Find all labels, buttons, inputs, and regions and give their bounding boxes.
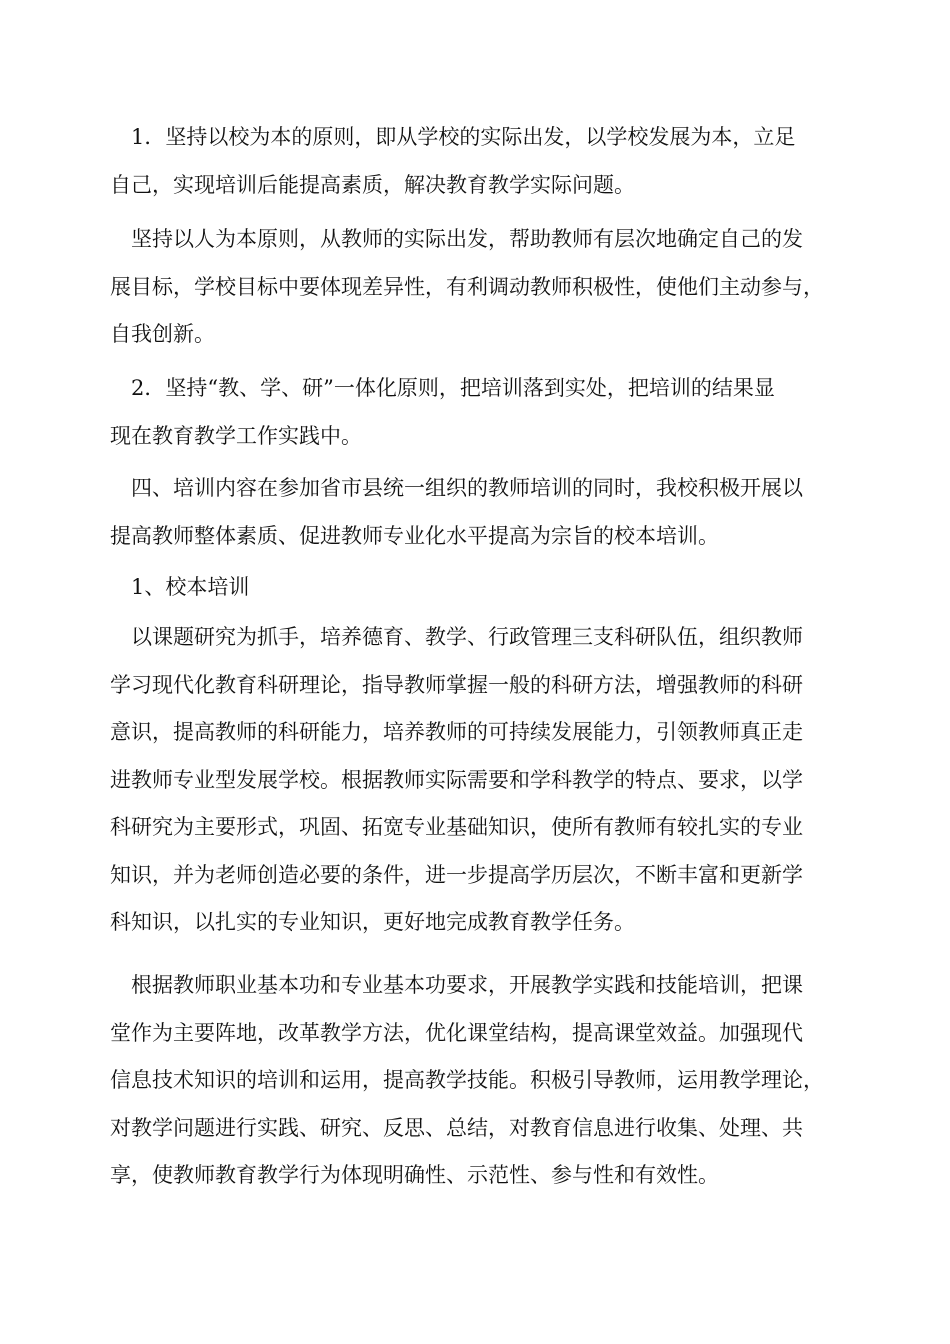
text-line: 现在教育教学工作实践中。 bbox=[110, 423, 362, 448]
paragraph-research-teams bbox=[110, 614, 850, 947]
text-line: 1．坚持以校为本的原则，即从学校的实际出发，以学校发展为本，立足 bbox=[131, 125, 796, 149]
text-line: 四、培训内容在参加省市县统一组织的教师培训的同时，我校积极开展以 bbox=[131, 476, 803, 500]
text-line: 坚持以人为本原则，从教师的实际出发，帮助教师有层次地确定自己的发 bbox=[131, 227, 803, 251]
text-line: 对教学问题进行实践、研究、反思、总结，对教育信息进行收集、处理、共 bbox=[110, 1115, 803, 1140]
section-heading-training-content bbox=[110, 465, 850, 560]
paragraph-principle-school-based bbox=[110, 114, 850, 209]
text-line: 知识，并为老师创造必要的条件，进一步提高学历层次，不断丰富和更新学 bbox=[110, 862, 803, 887]
text-line: 展目标，学校目标中要体现差异性，有利调动教师积极性，使他们主动参与， bbox=[110, 274, 824, 299]
text-line: 享，使教师教育教学行为体现明确性、示范性、参与性和有效性。 bbox=[110, 1163, 719, 1187]
text-line: 以课题研究为抓手，培养德育、教学、行政管理三支科研队伍，组织教师 bbox=[131, 625, 803, 649]
text-line: 意识，提高教师的科研能力，培养教师的可持续发展能力，引领教师真正走 bbox=[110, 720, 803, 744]
paragraph-teaching-practice bbox=[110, 962, 850, 1200]
text-line: 学习现代化教育科研理论，指导教师掌握一般的科研方法，增强教师的科研 bbox=[110, 672, 803, 697]
text-line: 根据教师职业基本功和专业基本功要求，开展教学实践和技能培训，把课 bbox=[131, 973, 803, 997]
text-line: 信息技术知识的培训和运用，提高教学技能。积极引导教师，运用教学理论， bbox=[110, 1068, 824, 1092]
paragraph-principle-people-based bbox=[110, 216, 850, 359]
text-line: 科研究为主要形式，巩固、拓宽专业基础知识，使所有教师有较扎实的专业 bbox=[110, 815, 803, 839]
text-line: 1、校本培训 bbox=[131, 575, 250, 599]
subheading-school-based-training bbox=[110, 564, 850, 612]
text-line: 自我创新。 bbox=[110, 322, 215, 346]
text-line: 2．坚持“教、学、研”一体化原则，把培训落到实处，把培训的结果显 bbox=[131, 376, 775, 400]
text-line: 进教师专业型发展学校。根据教师实际需要和学科教学的特点、要求，以学 bbox=[110, 767, 803, 792]
text-line: 自己，实现培训后能提高素质，解决教育教学实际问题。 bbox=[110, 172, 635, 197]
paragraph-principle-teach-learn-research bbox=[110, 365, 850, 460]
text-line: 科知识，以扎实的专业知识，更好地完成教育教学任务。 bbox=[110, 910, 635, 934]
text-line: 提高教师整体素质、促进教师专业化水平提高为宗旨的校本培训。 bbox=[110, 523, 719, 548]
text-line: 堂作为主要阵地，改革教学方法，优化课堂结构，提高课堂效益。加强现代 bbox=[110, 1020, 803, 1045]
